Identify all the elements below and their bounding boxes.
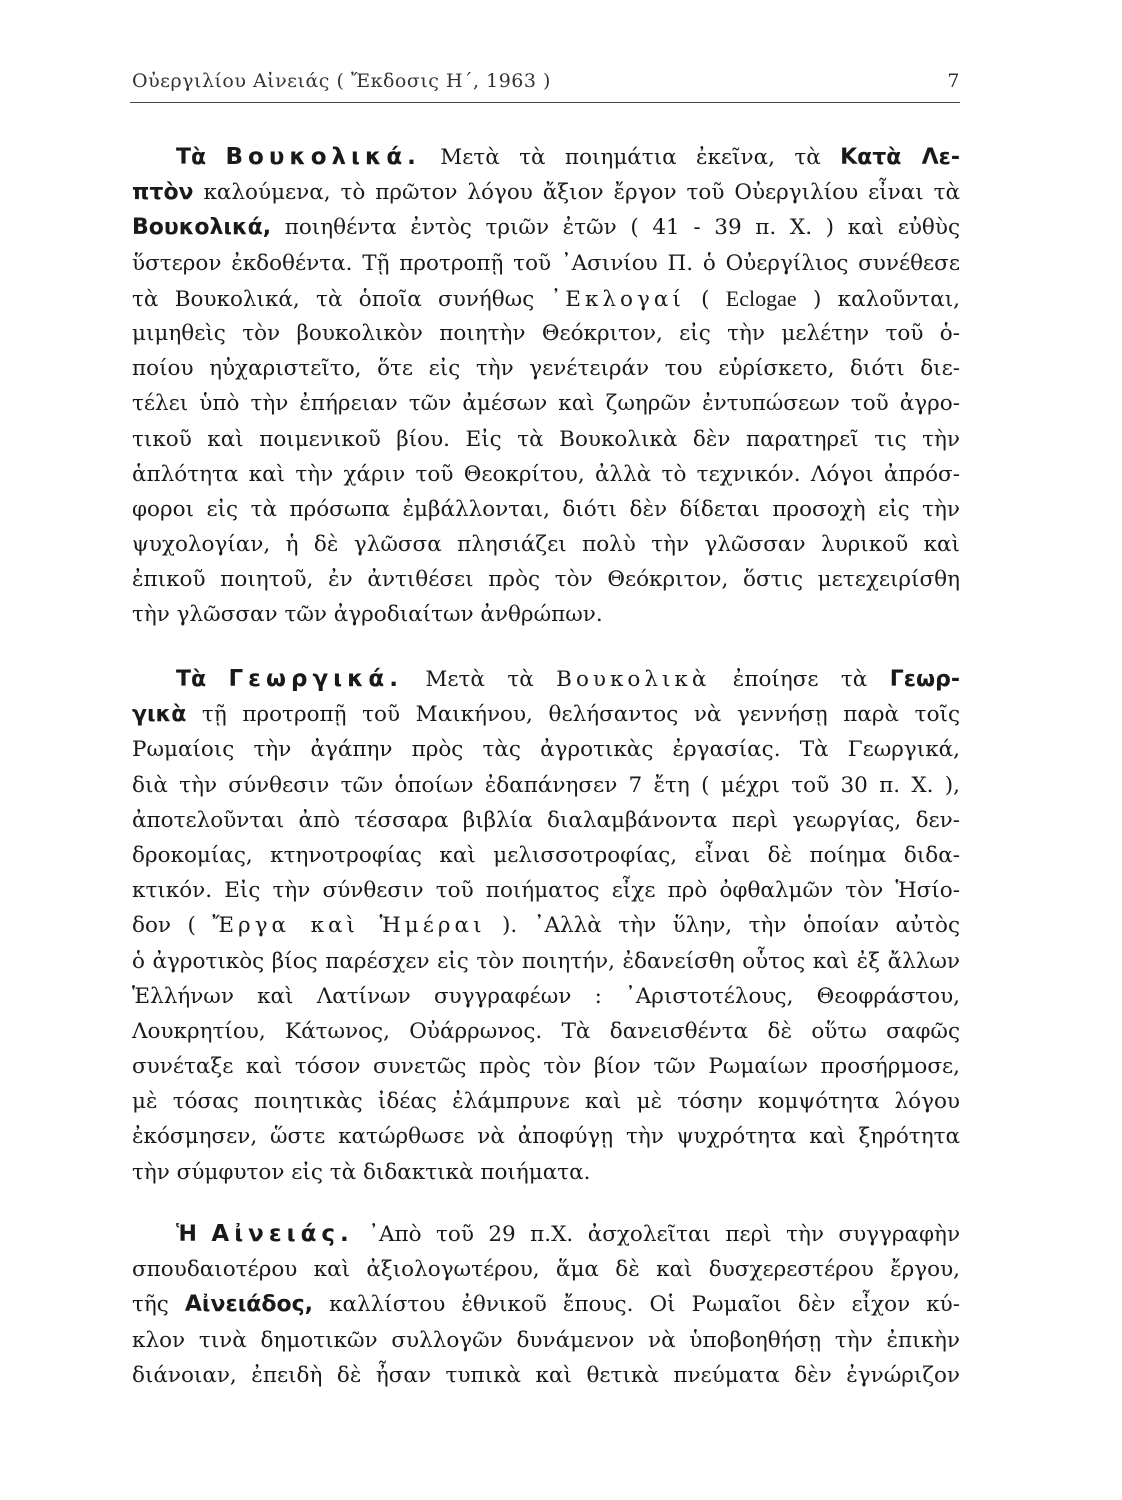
- section-bucolics: [132, 140, 960, 633]
- section-heading-article: Τὰ: [176, 667, 207, 692]
- text-line: κτικόν. Εἰς τὴν σύνθεσιν τοῦ ποιήματος εἶχε πρὸ ὀφθαλμῶν τὸν Ἡσίο-: [132, 878, 960, 904]
- text-line: Ἡ Αἰνειάς. ᾿Απὸ τοῦ 29 π.Χ. ἀσχολεῖται περὶ τὴν συγγραφὴν: [176, 1221, 960, 1247]
- text-line: ἁπλότητα καὶ τὴν χάριν τοῦ Θεοκρίτου, ἀλλὰ τὸ τεχνικόν. Λόγοι ἀπρόσ-: [132, 461, 960, 487]
- text-line: γικὰ τῇ προτροπῇ τοῦ Μαικήνου, θελήσαντος νὰ γεννήσῃ παρὰ τοῖς: [132, 702, 960, 728]
- text-line: δον ( Ἔργα καὶ Ἡμέραι ). ᾿Αλλὰ τὴν ὕλην, τὴν ὁποίαν αὐτὸς: [132, 913, 960, 939]
- text-line: ψυχολογίαν, ἡ δὲ γλῶσσα πλησιάζει πολὺ τὴν γλῶσσαν λυρικοῦ καὶ: [132, 532, 960, 558]
- text-line: Ἑλλήνων καὶ Λατίνων συγγραφέων : ᾿Αριστοτέλους, Θεοφράστου,: [132, 983, 960, 1009]
- text-line: ποίου ηὐχαριστεῖτο, ὅτε εἰς τὴν γενέτειράν του εὑρίσκετο, διότι διε-: [132, 356, 960, 382]
- text-line: τικοῦ καὶ ποιμενικοῦ βίου. Εἰς τὰ Βουκολικὰ δὲν παρατηρεῖ τις τὴν: [132, 426, 960, 452]
- text-line: μὲ τόσας ποιητικὰς ἰδέας ἐλάμπρυνε καὶ μὲ τόσην κομψότητα λόγου: [132, 1089, 960, 1115]
- section-georgics: [132, 662, 960, 1190]
- text-line: ἀποτελοῦνται ἀπὸ τέσσαρα βιβλία διαλαμβάνοντα περὶ γεωργίας, δεν-: [132, 807, 960, 833]
- text-line: Ρωμαίοις τὴν ἀγάπην πρὸς τὰς ἀγροτικὰς ἐργασίας. Τὰ Γεωργικά,: [132, 737, 960, 763]
- text-line: ὁ ἀγροτικὸς βίος παρέσχεν εἰς τὸν ποιητήν, ἐδανείσθη οὗτος καὶ ἐξ ἄλλων: [132, 948, 960, 974]
- page-number: 7: [947, 70, 960, 92]
- text-line: δροκομίας, κτηνοτροφίας καὶ μελισσοτροφίας, εἶναι δὲ ποίημα διδα-: [132, 842, 960, 868]
- text-line: μιμηθεὶς τὸν βουκολικὸν ποιητὴν Θεόκριτον, εἰς τὴν μελέτην τοῦ ὁ-: [132, 320, 960, 346]
- section-heading-article: Τὰ: [176, 145, 207, 170]
- text-line: ἐκόσμησεν, ὥστε κατώρθωσε νὰ ἀποφύγῃ τὴν ψυχρότητα καὶ ξηρότητα: [132, 1124, 960, 1150]
- text-line: Τὰ Γεωργικά. Μετὰ τὰ Βουκολικὰ ἐποίησε τὰ Γεωρ-: [176, 666, 960, 692]
- text-line: διάνοιαν, ἐπειδὴ δὲ ἦσαν τυπικὰ καὶ θετικὰ πνεύματα δὲν ἐγνώριζον: [132, 1362, 960, 1388]
- text-line: συνέταξε καὶ τόσον συνετῶς πρὸς τὸν βίον τῶν Ρωμαίων προσήρμοσε,: [132, 1054, 960, 1080]
- text-line: Βουκολικά, ποιηθέντα ἐντὸς τριῶν ἐτῶν ( 41 - 39 π. Χ. ) καὶ εὐθὺς: [132, 215, 960, 241]
- text-line: διὰ τὴν σύνθεσιν τῶν ὁποίων ἐδαπάνησεν 7 ἔτη ( μέχρι τοῦ 30 π. Χ. ),: [132, 772, 960, 798]
- header-rule: [130, 102, 960, 103]
- text-line: Λουκρητίου, Κάτωνος, Οὐάρρωνος. Τὰ δανεισθέντα δὲ οὕτω σαφῶς: [132, 1018, 960, 1044]
- text-line: τῆς Αἰνειάδος, καλλίστου ἐθνικοῦ ἔπους. Οἱ Ρωμαῖοι δὲν εἶχον κύ-: [132, 1292, 960, 1318]
- text-line: τὴν γλῶσσαν τῶν ἀγροδιαίτων ἀνθρώπων.: [132, 602, 603, 628]
- section-heading: Γεωργικά.: [228, 666, 403, 692]
- section-heading: Αἰνειάς.: [211, 1221, 354, 1247]
- text-line: τὰ Βουκολικά, τὰ ὁποῖα συνήθως ᾿Εκλογαί ( Eclogae ) καλοῦνται,: [132, 285, 960, 312]
- running-header: [132, 70, 960, 100]
- header-title: Οὐεργιλίου Αἰνειάς ( Ἔκδοσις Η΄, 1963 ): [132, 70, 551, 92]
- text-line: ὕστερον ἐκδοθέντα. Τῇ προτροπῇ τοῦ ᾿Ασινίου Π. ὁ Οὐεργίλιος συνέθεσε: [132, 250, 960, 276]
- text-line: Τὰ Βουκολικά. Μετὰ τὰ ποιημάτια ἐκεῖνα, τὰ Κατὰ Λε-: [176, 144, 960, 170]
- text-line: τὴν σύμφυτον εἰς τὰ διδακτικὰ ποιήματα.: [132, 1159, 591, 1185]
- text-line: τέλει ὑπὸ τὴν ἐπήρειαν τῶν ἀμέσων καὶ ζωηρῶν ἐντυπώσεων τοῦ ἀγρο-: [132, 391, 960, 417]
- text-line: φοροι εἰς τὰ πρόσωπα ἐμβάλλονται, διότι δὲν δίδεται προσοχὴ εἰς τὴν: [132, 496, 960, 522]
- text-line: σπουδαιοτέρου καὶ ἀξιολογωτέρου, ἅμα δὲ καὶ δυσχερεστέρου ἔργου,: [132, 1257, 960, 1283]
- section-aeneid: [132, 1217, 960, 1393]
- text-line: πτὸν καλούμενα, τὸ πρῶτον λόγου ἄξιον ἔργον τοῦ Οὐεργιλίου εἶναι τὰ: [132, 180, 960, 206]
- section-heading: Βουκολικά.: [225, 144, 421, 170]
- text-line: ἐπικοῦ ποιητοῦ, ἐν ἀντιθέσει πρὸς τὸν Θεόκριτον, ὅστις μετεχειρίσθη: [132, 567, 960, 593]
- section-heading-article: Ἡ: [176, 1222, 197, 1247]
- text-line: κλον τινὰ δημοτικῶν συλλογῶν δυνάμενον νὰ ὑποβοηθήσῃ τὴν ἐπικὴν: [132, 1327, 960, 1353]
